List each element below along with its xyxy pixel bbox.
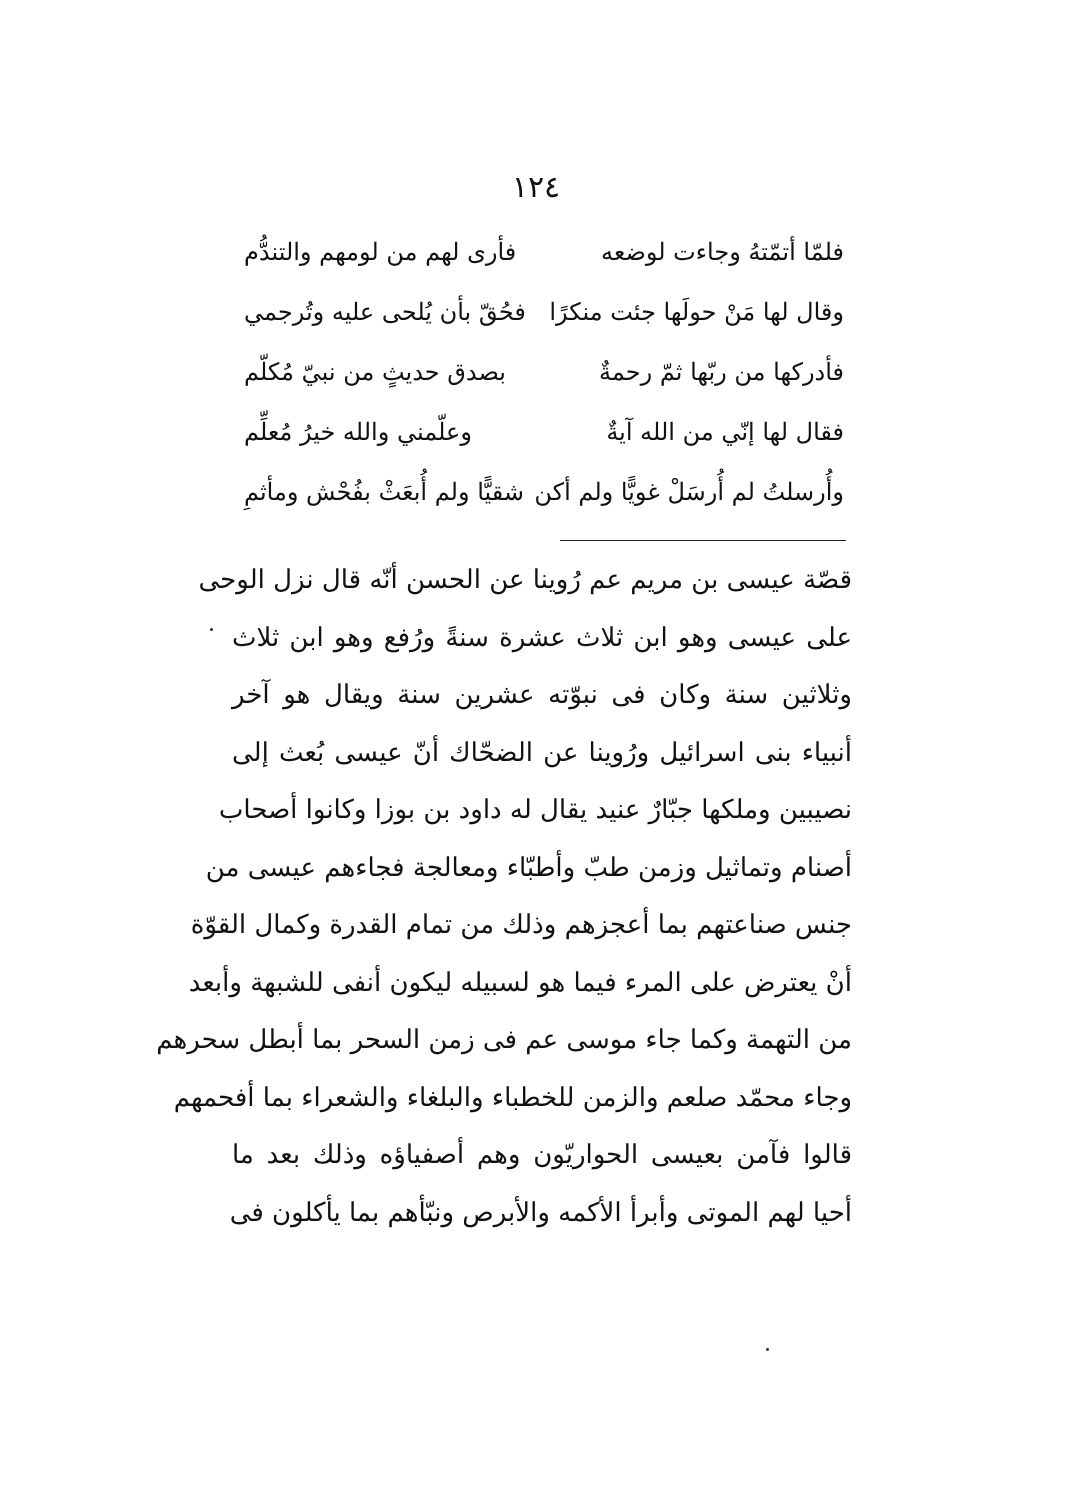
prose-line: أنْ يعترض على المرء فيما هو لسبيله ليكون أنفى للشبهة وأبعد: [188, 967, 852, 998]
poem-verse: [244, 222, 844, 282]
poem-block: [244, 222, 844, 522]
section-divider: [560, 540, 846, 541]
verse-first-hemistich: فقال لها إنّي من الله آيةٌ: [606, 418, 844, 446]
poem-verse: [244, 402, 844, 462]
verse-first-hemistich: فلمّا أتمّتهُ وجاءت لوضعه: [601, 238, 844, 266]
prose-line: على عيسى وهو ابن ثلاث عشرة سنةً ورُفع وهو ابن ثلاث: [232, 622, 852, 653]
page-number: ١٢٤: [511, 170, 561, 205]
verse-second-hemistich: شقيًّا ولم أُبعَثْ بفُحْش ومأثمِ: [244, 478, 525, 506]
scan-speck: [766, 1348, 769, 1351]
scan-speck: [210, 628, 213, 631]
verse-second-hemistich: فحُقّ بأن يُلحى عليه وتُرجمي: [244, 298, 526, 326]
poem-verse: [244, 342, 844, 402]
verse-first-hemistich: وأُرسلتُ لم أُرسَلْ غويًّا ولم أكن: [534, 478, 844, 506]
prose-line: جنس صناعتهم بما أعجزهم وذلك من تمام القدرة وكمال القوّة: [190, 910, 852, 940]
poem-verse: [244, 282, 844, 342]
verse-second-hemistich: فأرى لهم من لومهم والتندُّم: [244, 238, 517, 266]
prose-line: أصنام وتماثيل وزمن طبّ وأطبّاء ومعالجة فجاءهم عيسى من: [205, 852, 852, 883]
verse-second-hemistich: وعلّمني والله خيرُ مُعلِّم: [244, 418, 472, 446]
prose-line: نصيبين وملكها جبّارٌ عنيد يقال له داود بن بوزا وكانوا أصحاب: [218, 795, 852, 825]
verse-second-hemistich: بصدق حديثٍ من نبيّ مُكلّم: [244, 358, 506, 386]
poem-verse: [244, 462, 844, 522]
verse-first-hemistich: وقال لها مَنْ حولَها جئت منكرًا: [549, 298, 844, 326]
prose-line: قصّة عيسى بن مريم عم رُوينا عن الحسن أنّه قال نزل الوحى: [198, 565, 852, 595]
prose-line: من التهمة وكما جاء موسى عم فى زمن السحر بما أبطل سحرهم: [156, 1025, 852, 1055]
prose-line: وجاء محمّد صلعم والزمن للخطباء والبلغاء والشعراء بما أفحمهم: [173, 1082, 852, 1113]
verse-first-hemistich: فأدركها من ربّها ثمّ رحمةٌ: [599, 358, 844, 386]
prose-line: وثلاثين سنة وكان فى نبوّته عشرين سنة ويقال هو آخر: [232, 680, 852, 710]
prose-line: قالوا فآمن بعيسى الحواريّون وهم أصفياؤه وذلك بعد ما: [232, 1140, 852, 1170]
prose-line: أنبياء بنى اسرائيل ورُوينا عن الضحّاك أنّ عيسى بُعث إلى: [232, 737, 852, 768]
prose-block: [156, 552, 852, 1242]
prose-line: أحيا لهم الموتى وأبرأ الأكمه والأبرص ونبّأهم بما يأكلون فى: [229, 1197, 852, 1228]
